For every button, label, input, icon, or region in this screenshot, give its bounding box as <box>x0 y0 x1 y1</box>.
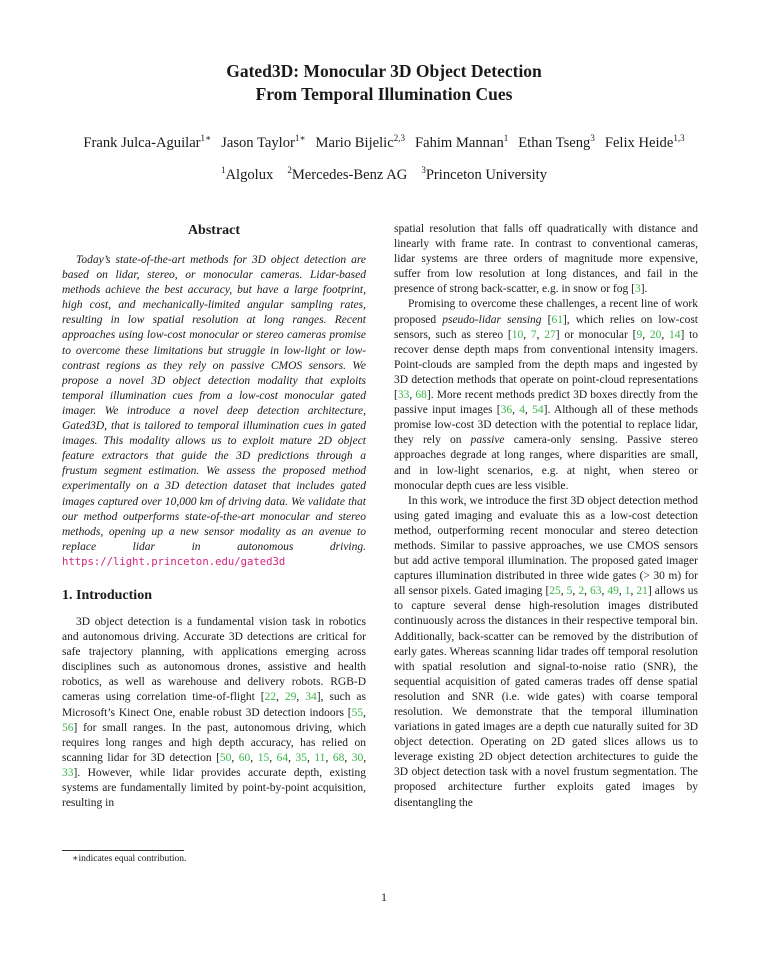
citation-link[interactable]: 55 <box>351 706 364 719</box>
citation-link[interactable]: 7 <box>530 328 537 341</box>
author <box>83 135 211 151</box>
citation-link[interactable]: 9 <box>636 328 643 341</box>
affiliation-name: Mercedes-Benz AG <box>291 167 408 183</box>
citation-link[interactable]: 54 <box>532 404 544 417</box>
citation-link[interactable]: 34 <box>305 691 317 704</box>
author <box>221 135 305 151</box>
citation-link[interactable]: 68 <box>415 389 427 402</box>
author-name: Ethan Tseng <box>518 135 591 151</box>
title-line-1: Gated3D: Monocular 3D Object Detection <box>226 61 542 81</box>
affiliation <box>287 167 407 183</box>
author-affiliation-mark: 1∗ <box>200 133 212 143</box>
affiliation-name: Algolux <box>225 167 274 183</box>
page-number: 1 <box>381 890 387 904</box>
citation-link[interactable]: 10 <box>511 328 524 341</box>
citation-link[interactable]: 2 <box>578 585 585 598</box>
abstract-body: Today’s state-of-the-art methods for 3D object detection are based on lidar, stereo, or monocular cameras. Lidar-based methods achieve the best accuracy, but have a large footprint, high cost, and mechanically-limited angular sampling rates, resulting in low spatial resolution at long ranges. Recent approaches using low-cost monocular or stereo cameras promise to overcome these limitations but struggle in low-light or low-contrast regions as they rely on passive CMOS sensors. We propose a novel 3D object detection modality that exploits temporal illumination cues from a low-cost monocular gated imager. We introduce a novel deep detection architecture, Gated3D, that is tailored to temporal illumination cues in gated images. This modality allows us to exploit mature 2D object feature extractors that guide the 3D predictions through a frustum segment estimation. We assess the proposed method experimentally on a 3D detection dataset that includes gated images captured over 10,000 km of driving data. We validate that our method outperforms state-of-the-art monocular and stereo methods, opening up a new sensor modality as an avenue to replace lidar in autonomous driving. <box>62 254 366 553</box>
citation-link[interactable]: 15 <box>257 751 270 764</box>
author <box>605 135 685 151</box>
abstract-heading: Abstract <box>187 223 241 238</box>
intro-paragraph: 3D object detection is a fundamental vision task in robotics and autonomous driving. Accurate 3D detections are critical for safe trajectory planning, with applications emerging across disciplines such as autonomous drones, assistive and health robotics, as well as warehouse and delivery robots. RGB-D cameras using correlation time-of-flight [22, 29, 34], such as Microsoft’s Kinect One, enable robust 3D detection indoors [55, 56] for small ranges. In the past, autonomous driving, which requires long ranges and high depth accuracy, has relied on scanning lidar for 3D detection [50, 60, 15, 64, 35, 11, 68, 30, 33]. However, while lidar provides accurate depth, existing systems are fundamentally limited by point-by-point acquisition, resulting in <box>62 615 367 810</box>
abstract-text <box>62 253 366 570</box>
citation-link[interactable]: 35 <box>295 751 307 764</box>
citation-link[interactable]: 64 <box>276 751 289 764</box>
author-name: Mario Bijelic <box>315 135 394 151</box>
emphasis-text: passive <box>470 434 505 447</box>
citation-link[interactable]: 3 <box>634 283 641 296</box>
author-affiliation-mark: 1 <box>503 133 509 143</box>
citation-link[interactable]: 20 <box>649 328 662 341</box>
citation-link[interactable]: 11 <box>314 751 326 764</box>
body-paragraph-pseudo-lidar: Promising to overcome these challenges, a recent line of work proposed pseudo-lidar sensing [61], which relies on low-cost sensors, such as stereo [10, 7, 27] or monocular [9, 20, 14] to recover dense depth maps from conventional intensity imagers. Point-clouds are sampled from the depth maps and ingested by 3D detection methods that operate on point-cloud representations [33, 68]. More recent methods predict 3D boxes directly from the passive input images [36, 4, 54]. Although all of these methods promise low-cost 3D detection with the potential to replace lidar, they rely on passive camera-only sensing. Passive stereo approaches degrade at long ranges, where disparities are small, and in low-light scenarios, e.g. at night, when stereo or monocular depth cues are less visible. <box>394 298 699 492</box>
author-name: Felix Heide <box>604 135 674 151</box>
author-affiliation-mark: 2,3 <box>393 133 405 143</box>
citation-link[interactable]: 60 <box>238 751 251 764</box>
body-paragraph-this-work: In this work, we introduce the first 3D object detection method using gated imaging and evaluate this as a low-cost detection method, outperforming recent monocular and stereo detection methods. Similar to passive approaches, we use CMOS sensors but add active temporal illumination. The proposed gated imager captures illumination distributed in three wide gates (> 30 m) for all sensor pixels. Gated imaging [25, 5, 2, 63, 49, 1, 21] allows us to capture several dense high-resolution images distributed continuously across the distances in their respective temporal bin. Additionally, back-scatter can be removed by the distribution of early gates. Whereas scanning lidar trades off temporal resolution with spatial resolution and signal-to-noise ratio (SNR), the sequential acquisition of gated cameras trades off dense spatial resolution and SNR (i.e. wide gates) with coarse temporal resolution. We demonstrate that the temporal illumination variations in gated images are a depth cue naturally suited for 3D object detection. Operating on 2D gated slices allows us to leverage existing 2D object detection architectures to guide the 3D object detection task with a novel frustum segmentation. The proposed architecture further exploits gated images by disentangling the <box>394 494 698 809</box>
affiliation-mark: 2 <box>287 165 292 175</box>
citation-link[interactable]: 21 <box>636 585 648 598</box>
citation-link[interactable]: 68 <box>332 751 345 764</box>
citation-link[interactable]: 61 <box>551 313 563 326</box>
citation-link[interactable]: 1 <box>624 585 631 598</box>
author-affiliation-mark: 1∗ <box>294 133 306 143</box>
left-column <box>62 222 366 811</box>
citation-link[interactable]: 33 <box>62 766 74 779</box>
affiliation-list <box>0 165 768 185</box>
citation-link[interactable]: 14 <box>668 328 681 341</box>
author <box>315 135 404 151</box>
affiliation <box>421 167 547 183</box>
affiliation <box>221 167 273 183</box>
citation-link[interactable]: 56 <box>62 721 74 734</box>
author <box>415 135 508 151</box>
section-heading-introduction: 1. Introduction <box>62 587 152 603</box>
right-column <box>394 222 698 811</box>
affiliation-mark: 3 <box>421 165 426 175</box>
affiliation-mark: 1 <box>220 165 226 175</box>
author-name: Jason Taylor <box>221 135 295 151</box>
paper-title <box>0 60 768 106</box>
citation-link[interactable]: 27 <box>544 328 556 341</box>
citation-link[interactable]: 5 <box>566 585 573 598</box>
citation-link[interactable]: 30 <box>351 751 364 764</box>
author-list <box>0 133 768 153</box>
citation-link[interactable]: 29 <box>284 691 297 704</box>
title-line-2: From Temporal Illumination Cues <box>255 84 513 104</box>
footnote-rule <box>62 850 184 851</box>
project-url-link[interactable]: https://light.princeton.edu/gated3d <box>62 555 286 568</box>
author-name: Fahim Mannan <box>414 135 504 151</box>
emphasis-text: pseudo-lidar sensing <box>442 313 542 326</box>
body-paragraph-continued: spatial resolution that falls off quadratically with distance and linearly with frame rate. In contrast to conventional cameras, lidar systems are three orders of magnitude more expensive, suffer from low resolution at long distances, and fail in the presence of strong back-scatter, e.g. in snow or fog [3]. <box>394 223 698 296</box>
author-affiliation-mark: 1,3 <box>673 133 685 143</box>
citation-link[interactable]: 25 <box>549 585 561 598</box>
citation-link[interactable]: 50 <box>219 751 232 764</box>
author-name: Frank Julca-Aguilar <box>83 135 201 151</box>
author-affiliation-mark: 3 <box>590 133 595 143</box>
citation-link[interactable]: 36 <box>500 404 513 417</box>
citation-link[interactable]: 63 <box>589 585 602 598</box>
citation-link[interactable]: 4 <box>519 404 525 417</box>
affiliation-name: Princeton University <box>425 167 548 183</box>
author <box>518 135 595 151</box>
citation-link[interactable]: 22 <box>264 691 277 704</box>
citation-link[interactable]: 33 <box>397 389 410 402</box>
citation-link[interactable]: 49 <box>607 585 619 598</box>
footnote: ∗indicates equal contribution. <box>72 854 187 864</box>
